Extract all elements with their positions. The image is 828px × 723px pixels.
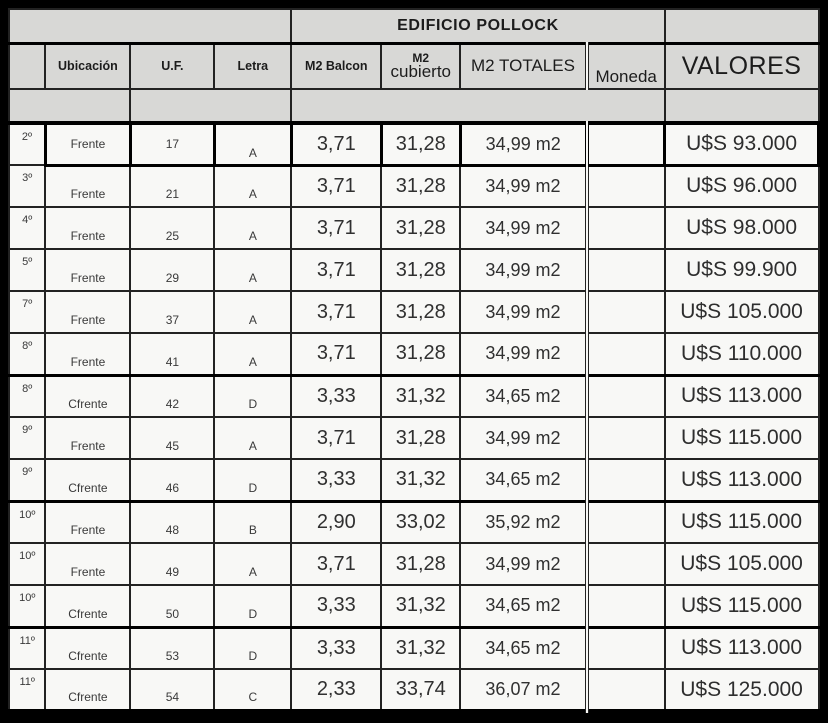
cell-letra: A — [214, 333, 291, 375]
cell-m2-cubierto: 31,32 — [381, 375, 460, 417]
cell-moneda — [587, 123, 665, 165]
table-row — [9, 627, 819, 669]
cell-uf: 21 — [130, 165, 214, 207]
table-row — [9, 333, 819, 375]
cell-letra: A — [214, 165, 291, 207]
table-row — [9, 375, 819, 417]
cell-moneda — [587, 291, 665, 333]
cell-letra: D — [214, 459, 291, 501]
table-header — [9, 9, 819, 123]
cell-valor: U$S 98.000 — [665, 207, 819, 249]
cell-uf: 25 — [130, 207, 214, 249]
header-uf: U.F. — [130, 43, 214, 89]
blank-cell — [291, 89, 664, 123]
cell-moneda — [587, 165, 665, 207]
cell-ubicacion: Cfrente — [45, 585, 130, 627]
cell-m2-cubierto: 31,28 — [381, 165, 460, 207]
cell-valor: U$S 115.000 — [665, 585, 819, 627]
cell-m2-balcon: 3,33 — [291, 375, 381, 417]
cell-moneda — [587, 459, 665, 501]
cell-uf: 54 — [130, 669, 214, 711]
cell-valor: U$S 96.000 — [665, 165, 819, 207]
cell-ubicacion: Cfrente — [45, 375, 130, 417]
blank-cell — [665, 89, 819, 123]
cell-letra: D — [214, 627, 291, 669]
blank-cell — [665, 9, 819, 43]
cell-ubicacion: Cfrente — [45, 459, 130, 501]
cell-m2-balcon: 3,71 — [291, 543, 381, 585]
cell-floor: 5º — [9, 249, 45, 291]
cell-letra: A — [214, 249, 291, 291]
cell-moneda — [587, 627, 665, 669]
cell-moneda — [587, 375, 665, 417]
cell-uf: 48 — [130, 501, 214, 543]
cell-moneda — [587, 207, 665, 249]
cell-uf: 41 — [130, 333, 214, 375]
cell-ubicacion: Cfrente — [45, 669, 130, 711]
cell-moneda — [587, 585, 665, 627]
cell-valor: U$S 113.000 — [665, 627, 819, 669]
cell-uf: 53 — [130, 627, 214, 669]
cell-m2-cubierto: 31,32 — [381, 459, 460, 501]
column-header-row — [9, 43, 819, 89]
cell-uf: 49 — [130, 543, 214, 585]
cell-m2-cubierto: 31,28 — [381, 249, 460, 291]
cell-uf: 37 — [130, 291, 214, 333]
cell-floor: 10º — [9, 543, 45, 585]
cell-ubicacion: Frente — [45, 165, 130, 207]
cell-m2-totales: 34,99 m2 — [460, 249, 586, 291]
cell-floor: 10º — [9, 585, 45, 627]
table-row — [9, 291, 819, 333]
cell-letra: D — [214, 375, 291, 417]
cell-ubicacion: Frente — [45, 543, 130, 585]
cell-m2-totales: 34,99 m2 — [460, 333, 586, 375]
cell-m2-cubierto: 33,74 — [381, 669, 460, 711]
cell-ubicacion: Frente — [45, 249, 130, 291]
cell-m2-balcon: 3,33 — [291, 627, 381, 669]
header-m2-cubierto — [381, 43, 460, 89]
cell-valor: U$S 115.000 — [665, 417, 819, 459]
cell-floor: 11º — [9, 669, 45, 711]
cell-floor: 4º — [9, 207, 45, 249]
building-title: EDIFICIO POLLOCK — [291, 9, 664, 43]
cell-floor: 9º — [9, 459, 45, 501]
cell-m2-balcon: 3,33 — [291, 585, 381, 627]
header-letra: Letra — [214, 43, 291, 89]
cell-valor: U$S 99.900 — [665, 249, 819, 291]
cell-valor: U$S 110.000 — [665, 333, 819, 375]
table-row — [9, 207, 819, 249]
cell-m2-balcon: 3,71 — [291, 249, 381, 291]
cell-m2-balcon: 3,71 — [291, 123, 381, 165]
cell-m2-cubierto: 31,28 — [381, 543, 460, 585]
cell-letra: B — [214, 501, 291, 543]
cell-m2-cubierto: 31,28 — [381, 207, 460, 249]
cell-letra: A — [214, 207, 291, 249]
header-floor-blank — [9, 43, 45, 89]
blank-cell — [9, 9, 291, 43]
header-m2-totales: M2 TOTALES — [460, 43, 586, 89]
cell-floor: 11º — [9, 627, 45, 669]
cell-letra: A — [214, 543, 291, 585]
cell-m2-totales: 35,92 m2 — [460, 501, 586, 543]
cell-ubicacion: Cfrente — [45, 627, 130, 669]
cell-letra: D — [214, 585, 291, 627]
table-row — [9, 417, 819, 459]
cell-floor: 8º — [9, 333, 45, 375]
header-m2-cubierto-line1: M2 — [412, 51, 430, 66]
cell-m2-totales: 34,99 m2 — [460, 123, 586, 165]
cell-ubicacion: Frente — [45, 333, 130, 375]
cell-m2-totales: 34,99 m2 — [460, 165, 586, 207]
cell-ubicacion: Frente — [45, 501, 130, 543]
cell-letra: A — [214, 417, 291, 459]
header-m2-balcon: M2 Balcon — [291, 43, 381, 89]
table-body — [9, 123, 819, 711]
table-row — [9, 669, 819, 711]
cell-floor: 7º — [9, 291, 45, 333]
price-table — [8, 8, 820, 713]
cell-m2-balcon: 2,90 — [291, 501, 381, 543]
cell-uf: 29 — [130, 249, 214, 291]
cell-m2-cubierto: 31,28 — [381, 417, 460, 459]
cell-valor: U$S 115.000 — [665, 501, 819, 543]
cell-valor: U$S 105.000 — [665, 543, 819, 585]
cell-floor: 8º — [9, 375, 45, 417]
cell-m2-balcon: 3,33 — [291, 459, 381, 501]
cell-letra: C — [214, 669, 291, 711]
cell-m2-cubierto: 31,28 — [381, 333, 460, 375]
cell-moneda — [587, 249, 665, 291]
cell-letra: A — [214, 291, 291, 333]
cell-valor: U$S 125.000 — [665, 669, 819, 711]
cell-letra: A — [214, 123, 291, 165]
cell-uf: 46 — [130, 459, 214, 501]
table-row — [9, 501, 819, 543]
spacer-row — [9, 89, 819, 123]
header-valores: VALORES — [665, 43, 819, 89]
cell-ubicacion: Frente — [45, 417, 130, 459]
cell-m2-cubierto: 31,32 — [381, 627, 460, 669]
cell-uf: 45 — [130, 417, 214, 459]
cell-m2-balcon: 3,71 — [291, 333, 381, 375]
cell-ubicacion: Frente — [45, 207, 130, 249]
cell-ubicacion: Frente — [45, 123, 130, 165]
cell-floor: 3º — [9, 165, 45, 207]
cell-uf: 50 — [130, 585, 214, 627]
cell-floor: 2º — [9, 123, 45, 165]
cell-valor: U$S 93.000 — [665, 123, 819, 165]
cell-uf: 42 — [130, 375, 214, 417]
cell-m2-cubierto: 33,02 — [381, 501, 460, 543]
cell-m2-balcon: 3,71 — [291, 165, 381, 207]
cell-valor: U$S 113.000 — [665, 375, 819, 417]
cell-valor: U$S 113.000 — [665, 459, 819, 501]
cell-floor: 9º — [9, 417, 45, 459]
cell-m2-balcon: 3,71 — [291, 291, 381, 333]
cell-moneda — [587, 417, 665, 459]
cell-m2-totales: 34,65 m2 — [460, 585, 586, 627]
cell-moneda — [587, 669, 665, 711]
cell-m2-totales: 34,99 m2 — [460, 291, 586, 333]
table-row — [9, 543, 819, 585]
cell-moneda — [587, 333, 665, 375]
building-title-row — [9, 9, 819, 43]
header-moneda: Moneda — [587, 43, 665, 89]
cell-moneda — [587, 501, 665, 543]
blank-cell — [9, 89, 130, 123]
cell-valor: U$S 105.000 — [665, 291, 819, 333]
cell-m2-cubierto: 31,32 — [381, 585, 460, 627]
cell-m2-balcon: 2,33 — [291, 669, 381, 711]
blank-cell — [130, 89, 291, 123]
cell-m2-totales: 34,99 m2 — [460, 417, 586, 459]
header-m2-cubierto-line2: cubierto — [390, 62, 451, 82]
cell-m2-totales: 34,99 m2 — [460, 543, 586, 585]
cell-m2-cubierto: 31,28 — [381, 123, 460, 165]
cell-m2-balcon: 3,71 — [291, 417, 381, 459]
cell-m2-cubierto: 31,28 — [381, 291, 460, 333]
cell-m2-totales: 36,07 m2 — [460, 669, 586, 711]
table-row — [9, 585, 819, 627]
table-row — [9, 249, 819, 291]
cell-m2-balcon: 3,71 — [291, 207, 381, 249]
cell-floor: 10º — [9, 501, 45, 543]
cell-m2-totales: 34,65 m2 — [460, 459, 586, 501]
cell-m2-totales: 34,65 m2 — [460, 627, 586, 669]
cell-ubicacion: Frente — [45, 291, 130, 333]
cell-m2-totales: 34,99 m2 — [460, 207, 586, 249]
cell-moneda — [587, 543, 665, 585]
header-ubicacion: Ubicación — [45, 43, 130, 89]
table-row — [9, 165, 819, 207]
cell-uf: 17 — [130, 123, 214, 165]
table-row — [9, 459, 819, 501]
table-row — [9, 123, 819, 165]
cell-m2-totales: 34,65 m2 — [460, 375, 586, 417]
